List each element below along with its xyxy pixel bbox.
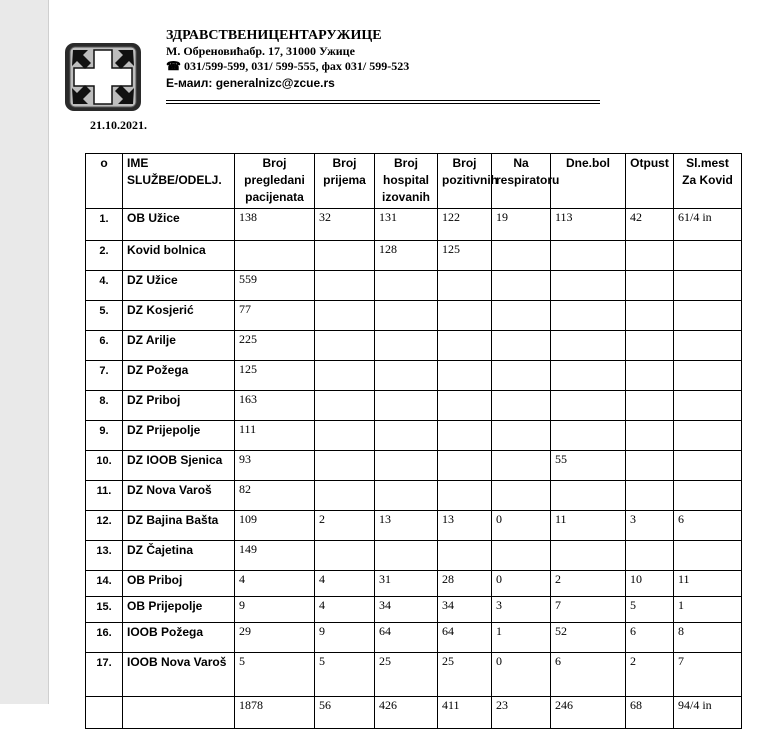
organization-email: Е-маил: generalnizc@zcue.rs: [166, 76, 335, 90]
table-cell: [674, 361, 742, 391]
table-cell: 25: [375, 653, 438, 697]
table-cell: [674, 481, 742, 511]
table-cell: 0: [492, 571, 551, 597]
column-header-service: IME SLUŽBE/ODELJ.: [123, 154, 235, 209]
table-cell: 68: [626, 697, 674, 729]
row-number: 11.: [86, 481, 123, 511]
row-service-name: [123, 697, 235, 729]
covid-report-table: [85, 153, 742, 729]
table-cell: [626, 391, 674, 421]
table-cell: 426: [375, 697, 438, 729]
table-cell: 6: [551, 653, 626, 697]
table-cell: [626, 451, 674, 481]
table-cell: [492, 541, 551, 571]
table-cell: 10: [626, 571, 674, 597]
table-row: [86, 209, 742, 241]
table-cell: 1: [674, 597, 742, 623]
table-cell: [492, 331, 551, 361]
table-totals-row: [86, 697, 742, 729]
table-row: [86, 241, 742, 271]
table-cell: 52: [551, 623, 626, 653]
table-cell: 6: [626, 623, 674, 653]
table-cell: 5: [315, 653, 375, 697]
table-cell: [375, 331, 438, 361]
table-cell: [315, 481, 375, 511]
table-cell: [626, 331, 674, 361]
row-number: 9.: [86, 421, 123, 451]
table-cell: [551, 391, 626, 421]
row-number: 7.: [86, 361, 123, 391]
table-cell: [551, 481, 626, 511]
table-cell: [315, 271, 375, 301]
table-row: [86, 597, 742, 623]
table-cell: [315, 421, 375, 451]
organization-phone: ☎ 031/599-599, 031/ 599-555, фах 031/ 599-523: [166, 59, 410, 73]
table-cell: [551, 331, 626, 361]
table-cell: 11: [551, 511, 626, 541]
row-service-name: DZ Priboj: [123, 391, 235, 421]
table-cell: 5: [626, 597, 674, 623]
table-cell: 0: [492, 511, 551, 541]
table-row: [86, 301, 742, 331]
table-cell: [315, 241, 375, 271]
table-cell: [375, 271, 438, 301]
table-cell: 3: [492, 597, 551, 623]
table-cell: [438, 451, 492, 481]
table-cell: [674, 421, 742, 451]
table-cell: 23: [492, 697, 551, 729]
table-cell: [492, 271, 551, 301]
table-cell: 19: [492, 209, 551, 241]
table-cell: [315, 331, 375, 361]
table-cell: 149: [235, 541, 315, 571]
table-cell: [626, 271, 674, 301]
row-number: 4.: [86, 271, 123, 301]
table-cell: 2: [626, 653, 674, 697]
table-cell: [626, 361, 674, 391]
table-cell: [674, 301, 742, 331]
table-cell: 34: [438, 597, 492, 623]
table-cell: 2: [315, 511, 375, 541]
table-row: [86, 481, 742, 511]
table-cell: [674, 391, 742, 421]
table-cell: [492, 481, 551, 511]
table-cell: [492, 361, 551, 391]
organization-address: М. Обреновићабр. 17, 31000 Ужице: [166, 44, 355, 58]
column-header-free-beds: Sl.mest Za Kovid: [674, 154, 742, 209]
table-cell: [674, 331, 742, 361]
row-number: [86, 697, 123, 729]
row-number: 10.: [86, 451, 123, 481]
table-cell: [375, 421, 438, 451]
table-cell: [492, 451, 551, 481]
table-cell: [551, 541, 626, 571]
table-cell: 31: [375, 571, 438, 597]
table-cell: [438, 481, 492, 511]
table-cell: 225: [235, 331, 315, 361]
table-cell: [492, 391, 551, 421]
row-service-name: DZ Arilje: [123, 331, 235, 361]
table-cell: [375, 391, 438, 421]
table-cell: [626, 301, 674, 331]
table-cell: 34: [375, 597, 438, 623]
table-row: [86, 391, 742, 421]
table-cell: [626, 481, 674, 511]
table-cell: 3: [626, 511, 674, 541]
table-row: [86, 571, 742, 597]
row-service-name: OB Priboj: [123, 571, 235, 597]
row-number: 13.: [86, 541, 123, 571]
table-row: [86, 451, 742, 481]
table-row: [86, 541, 742, 571]
table-cell: 13: [438, 511, 492, 541]
table-cell: [438, 331, 492, 361]
row-service-name: DZ Čajetina: [123, 541, 235, 571]
column-header-positive: Broj pozitivnih: [438, 154, 492, 209]
table-cell: 163: [235, 391, 315, 421]
table-header-row: [86, 154, 742, 209]
row-service-name: Kovid bolnica: [123, 241, 235, 271]
table-cell: 246: [551, 697, 626, 729]
table-cell: [375, 451, 438, 481]
column-header-hospitalized: Broj hospital izovanih: [375, 154, 438, 209]
table-cell: [674, 271, 742, 301]
table-cell: [315, 451, 375, 481]
table-cell: 9: [315, 623, 375, 653]
table-cell: [235, 241, 315, 271]
table-cell: 64: [438, 623, 492, 653]
table-cell: 77: [235, 301, 315, 331]
table-cell: 28: [438, 571, 492, 597]
table-cell: 125: [235, 361, 315, 391]
table-cell: [551, 301, 626, 331]
table-cell: 11: [674, 571, 742, 597]
table-cell: 0: [492, 653, 551, 697]
row-service-name: DZ Nova Varoš: [123, 481, 235, 511]
table-row: [86, 623, 742, 653]
page-margin: [0, 0, 49, 704]
table-cell: [315, 301, 375, 331]
table-cell: [315, 391, 375, 421]
table-cell: [438, 361, 492, 391]
table-cell: 82: [235, 481, 315, 511]
table-cell: 55: [551, 451, 626, 481]
table-cell: 109: [235, 511, 315, 541]
table-cell: [626, 241, 674, 271]
table-cell: [674, 541, 742, 571]
table-cell: [674, 451, 742, 481]
table-cell: [375, 541, 438, 571]
table-cell: 559: [235, 271, 315, 301]
table-cell: 8: [674, 623, 742, 653]
table-cell: [551, 421, 626, 451]
table-cell: 131: [375, 209, 438, 241]
table-cell: [551, 271, 626, 301]
table-cell: [438, 301, 492, 331]
table-cell: [375, 481, 438, 511]
table-cell: 111: [235, 421, 315, 451]
letterhead: [166, 28, 606, 92]
table-cell: 29: [235, 623, 315, 653]
table-cell: 56: [315, 697, 375, 729]
table-cell: [438, 391, 492, 421]
table-cell: 113: [551, 209, 626, 241]
column-header-patients: Broj pregledani pacijenata: [235, 154, 315, 209]
table-row: [86, 271, 742, 301]
table-cell: 9: [235, 597, 315, 623]
table-cell: 128: [375, 241, 438, 271]
column-header-bed-days: Dne.bol: [551, 154, 626, 209]
table-cell: [438, 421, 492, 451]
row-service-name: DZ IOOB Sjenica: [123, 451, 235, 481]
row-number: 14.: [86, 571, 123, 597]
organization-name: ЗДРАВСТВЕНИЦЕНТАРУЖИЦЕ: [166, 28, 382, 43]
table-cell: [375, 361, 438, 391]
table-cell: [492, 241, 551, 271]
column-header-admissions: Broj prijema: [315, 154, 375, 209]
table-cell: 25: [438, 653, 492, 697]
table-cell: 64: [375, 623, 438, 653]
column-header-number: o: [86, 154, 123, 209]
table-row: [86, 421, 742, 451]
table-row: [86, 653, 742, 697]
row-number: 8.: [86, 391, 123, 421]
row-service-name: DZ Bajina Bašta: [123, 511, 235, 541]
table-cell: 93: [235, 451, 315, 481]
table-cell: 7: [551, 597, 626, 623]
table-cell: 1: [492, 623, 551, 653]
row-service-name: DZ Užice: [123, 271, 235, 301]
table-cell: 138: [235, 209, 315, 241]
table-cell: [315, 541, 375, 571]
column-header-discharged: Otpust: [626, 154, 674, 209]
table-row: [86, 511, 742, 541]
row-number: 16.: [86, 623, 123, 653]
table-cell: 42: [626, 209, 674, 241]
row-number: 5.: [86, 301, 123, 331]
table-cell: 61/4 in: [674, 209, 742, 241]
table-cell: [626, 541, 674, 571]
table-cell: 4: [315, 571, 375, 597]
table-cell: [626, 421, 674, 451]
table-cell: 7: [674, 653, 742, 697]
header-divider: [166, 100, 600, 101]
table-cell: 6: [674, 511, 742, 541]
row-service-name: IOOB Nova Varoš: [123, 653, 235, 697]
row-number: 12.: [86, 511, 123, 541]
table-cell: 125: [438, 241, 492, 271]
row-number: 2.: [86, 241, 123, 271]
table-cell: 1878: [235, 697, 315, 729]
table-cell: 94/4 in: [674, 697, 742, 729]
table-cell: 5: [235, 653, 315, 697]
header-divider-thick: [166, 103, 600, 104]
row-service-name: OB Užice: [123, 209, 235, 241]
row-service-name: OB Prijepolje: [123, 597, 235, 623]
table-cell: [375, 301, 438, 331]
table-cell: 4: [315, 597, 375, 623]
row-service-name: DZ Kosjerić: [123, 301, 235, 331]
row-number: 1.: [86, 209, 123, 241]
table-row: [86, 331, 742, 361]
row-number: 15.: [86, 597, 123, 623]
table-cell: [438, 541, 492, 571]
table-cell: [551, 361, 626, 391]
table-row: [86, 361, 742, 391]
medical-cross-logo-icon: [64, 42, 142, 112]
table-cell: 32: [315, 209, 375, 241]
table-cell: [438, 271, 492, 301]
table-cell: 13: [375, 511, 438, 541]
column-header-respirator: Na respiratoru: [492, 154, 551, 209]
row-number: 17.: [86, 653, 123, 697]
row-service-name: IOOB Požega: [123, 623, 235, 653]
row-service-name: DZ Prijepolje: [123, 421, 235, 451]
table-cell: 2: [551, 571, 626, 597]
table-cell: [492, 301, 551, 331]
row-number: 6.: [86, 331, 123, 361]
report-date: 21.10.2021.: [90, 118, 147, 132]
table-cell: [492, 421, 551, 451]
table-cell: [315, 361, 375, 391]
table-cell: 4: [235, 571, 315, 597]
table-cell: 411: [438, 697, 492, 729]
row-service-name: DZ Požega: [123, 361, 235, 391]
table-cell: [674, 241, 742, 271]
table-cell: 122: [438, 209, 492, 241]
table-cell: [551, 241, 626, 271]
